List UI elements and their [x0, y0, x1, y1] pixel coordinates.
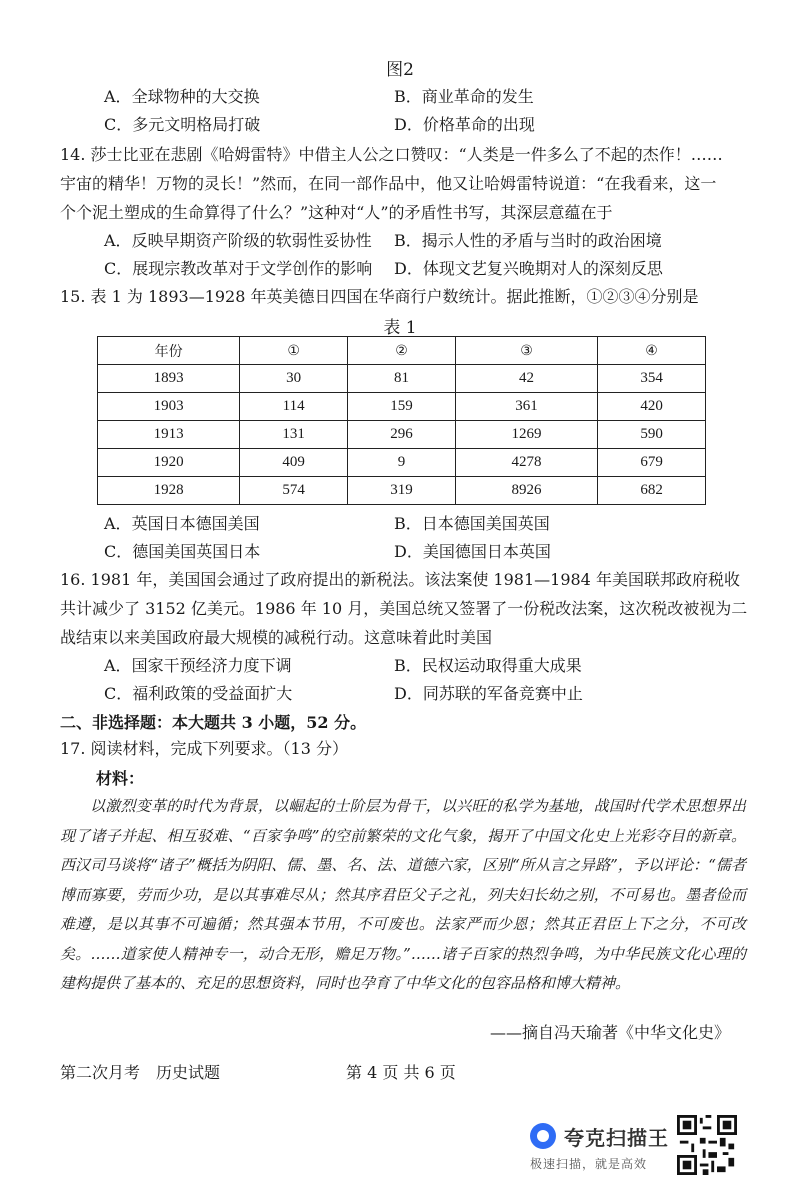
table-cell: 682 — [598, 477, 706, 505]
table-cell: 590 — [598, 421, 706, 449]
q15-option-c: C．德国美国英国日本 — [104, 542, 261, 561]
table-cell: 114 — [240, 393, 348, 421]
q14-line-3: 个个泥土塑成的生命算得了什么？”这种对“人”的矛盾性书写，其深层意蕴在于 — [60, 203, 613, 222]
table-cell: 1928 — [98, 477, 240, 505]
table-cell: 9 — [348, 449, 456, 477]
table-cell: 1893 — [98, 365, 240, 393]
q13-option-c: C．多元文明格局打破 — [104, 115, 261, 134]
q16-option-a: A．国家干预经济力度下调 — [104, 656, 292, 675]
q16-line-3: 战结束以来美国政府最大规模的减税行动。这意味着此时美国 — [60, 628, 493, 647]
q15-option-a: A．英国日本德国美国 — [104, 514, 260, 533]
q13-option-b: B．商业革命的发生 — [394, 87, 534, 106]
table-cell: 81 — [348, 365, 456, 393]
merchant-table — [97, 336, 706, 505]
table-row — [98, 421, 706, 449]
table-cell: 361 — [455, 393, 597, 421]
q14-option-d: D．体现文艺复兴晚期对人的深刻反思 — [394, 259, 663, 278]
table-cell: 159 — [348, 393, 456, 421]
section-heading: 二、非选择题：本大题共 3 小题，52 分。 — [60, 713, 367, 732]
q15-option-d: D．美国德国日本英国 — [394, 542, 551, 561]
q17-text: 17. 阅读材料，完成下列要求。（13 分） — [60, 739, 348, 758]
qr-code-icon — [677, 1115, 737, 1175]
table-row — [98, 365, 706, 393]
table-cell: 420 — [598, 393, 706, 421]
watermark-app-name: 夸克扫描王 — [564, 1126, 669, 1150]
table-cell: 30 — [240, 365, 348, 393]
q15-option-b: B．日本德国美国英国 — [394, 514, 550, 533]
table-cell: 296 — [348, 421, 456, 449]
table-header: ④ — [598, 337, 706, 365]
footer-exam-title: 第二次月考 历史试题 — [60, 1063, 221, 1082]
q16-line-2: 共计减少了 3152 亿美元。1986 年 10 月，美国总统又签署了一份税改法案，这次税改被视为二 — [60, 599, 748, 618]
table-cell: 131 — [240, 421, 348, 449]
quark-logo-icon — [530, 1123, 556, 1149]
table-cell: 4278 — [455, 449, 597, 477]
footer-page-number: 第 4 页 共 6 页 — [346, 1063, 456, 1082]
q14-line-1: 14. 莎士比亚在悲剧《哈姆雷特》中借主人公之口赞叹：“人类是一件多么了不起的杰作！…… — [60, 145, 723, 164]
q13-option-d: D．价格革命的出现 — [394, 115, 535, 134]
table-cell: 354 — [598, 365, 706, 393]
material-passage: 以激烈变革的时代为背景，以崛起的士阶层为骨干，以兴旺的私学为基地，战国时代学术思想界出现了诸子并起、相互驳难、“百家争鸣”的空前繁荣的文化气象，揭开了中国文化史上光彩夺目的新章。西汉司马谈将“诸子”概括为阴阳、儒、墨、名、法、道德六家，区别“所从言之异路”，予以评论：“儒者博而寡要，劳而少功，是以其事难尽从；然其序君臣父子之礼，列夫妇长幼之别，不可易也。墨者俭而难遵，是以其事不可遍循；然其强本节用，不可废也。法家严而少恩；然其正君臣上下之分，不可改矣。……道家使人精神专一，动合无形，赡足万物。”……诸子百家的热烈争鸣，为中华民族文化心理的建构提供了基本的、充足的思想资料，同时也孕育了中华文化的包容品格和博大精神。 — [60, 797, 746, 992]
table-row — [98, 477, 706, 505]
table-cell: 409 — [240, 449, 348, 477]
q16-option-d: D．同苏联的军备竞赛中止 — [394, 684, 583, 703]
q16-option-c: C．福利政策的受益面扩大 — [104, 684, 293, 703]
scanner-watermark — [530, 1115, 775, 1175]
table-row — [98, 449, 706, 477]
q16-line-1: 16. 1981 年，美国国会通过了政府提出的新税法。该法案使 1981—1984 年美国联邦政府税收 — [60, 570, 740, 589]
table-cell: 1920 — [98, 449, 240, 477]
table-header: ③ — [455, 337, 597, 365]
watermark-slogan: 极速扫描，就是高效 — [530, 1157, 648, 1171]
q13-option-a: A．全球物种的大交换 — [104, 87, 260, 106]
table-title: 表 1 — [383, 318, 417, 338]
figure-caption: 图2 — [386, 60, 414, 80]
q14-option-a: A．反映早期资产阶级的软弱性妥协性 — [104, 231, 372, 250]
q14-line-2: 宇宙的精华！万物的灵长！”然而，在同一部作品中，他又让哈姆雷特说道：“在我看来，这一 — [60, 174, 717, 193]
table-cell: 1913 — [98, 421, 240, 449]
q14-option-b: B．揭示人性的矛盾与当时的政治困境 — [394, 231, 662, 250]
table-header: ① — [240, 337, 348, 365]
table-header: ② — [348, 337, 456, 365]
table-row — [98, 393, 706, 421]
table-header-row — [98, 337, 706, 365]
q16-option-b: B．民权运动取得重大成果 — [394, 656, 582, 675]
table-cell: 1903 — [98, 393, 240, 421]
table-cell: 8926 — [455, 477, 597, 505]
table-header: 年份 — [98, 337, 240, 365]
table-cell: 679 — [598, 449, 706, 477]
q14-option-c: C．展现宗教改革对于文学创作的影响 — [104, 259, 373, 278]
material-source: ——摘自冯天瑜著《中华文化史》 — [489, 1023, 730, 1042]
material-label: 材料： — [96, 769, 145, 788]
table-cell: 319 — [348, 477, 456, 505]
table-cell: 1269 — [455, 421, 597, 449]
table-cell: 42 — [455, 365, 597, 393]
table-cell: 574 — [240, 477, 348, 505]
q15-text: 15. 表 1 为 1893—1928 年英美德日四国在华商行户数统计。据此推断，①②③④分别是 — [60, 287, 699, 306]
